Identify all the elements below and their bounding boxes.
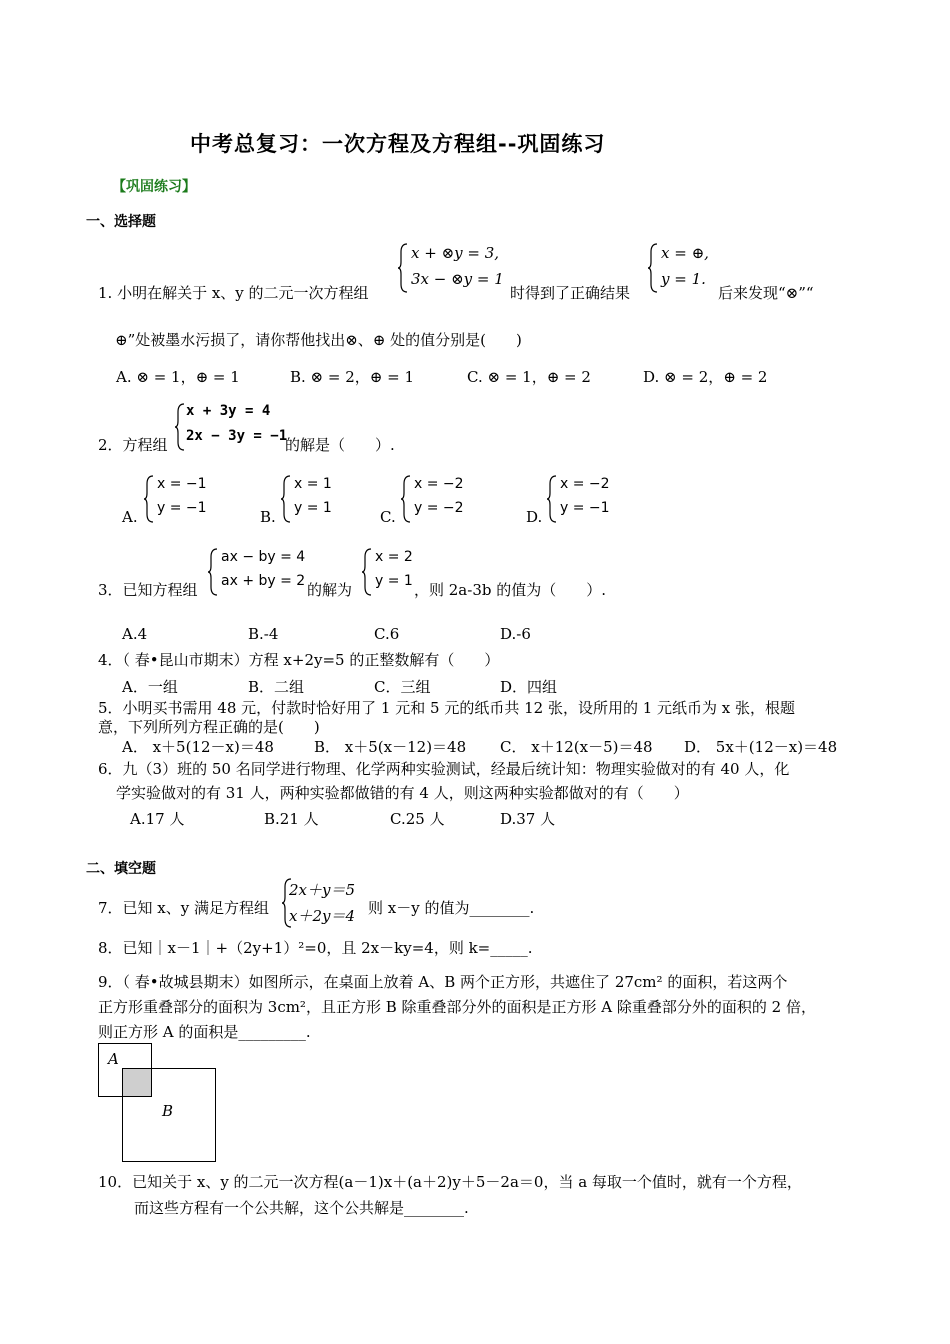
q7-post: 则 x－y 的值为________. bbox=[368, 899, 535, 917]
q1-option-d: D. ⊗ = 2，⊕ = 2 bbox=[643, 368, 768, 386]
q2-option-a-label: A. bbox=[122, 508, 138, 526]
q3-pre: 3．已知方程组 bbox=[98, 581, 198, 599]
section-tag: 【巩固练习】 bbox=[112, 179, 196, 195]
q5-line-1: 5．小明买书需用 48 元，付款时恰好用了 1 元和 5 元的纸币共 12 张，设所用的 1 元纸币为 x 张，根题 bbox=[98, 699, 796, 717]
q3-system-b-line-2: y = 1 bbox=[375, 573, 413, 589]
q1-option-b: B. ⊗ = 2，⊕ = 1 bbox=[290, 368, 414, 386]
q2-option-a-system bbox=[143, 474, 213, 524]
fill-blank-heading: 二、填空题 bbox=[86, 861, 156, 877]
q6-option-b: B.21 人 bbox=[264, 810, 319, 828]
square-b-label: B bbox=[162, 1102, 174, 1120]
q2-option-d-line-1: x = −2 bbox=[560, 476, 610, 492]
q2-option-c-system bbox=[400, 474, 470, 524]
q5-option-b: B． x＋5(x－12)＝48 bbox=[314, 738, 467, 756]
q2-post: 的解是（ ）. bbox=[285, 436, 395, 454]
q4-option-a: A．一组 bbox=[122, 678, 178, 696]
q5-option-a: A． x＋5(12－x)＝48 bbox=[122, 738, 274, 756]
q2-option-c-line-1: x = −2 bbox=[414, 476, 464, 492]
q4-option-b: B．二组 bbox=[248, 678, 305, 696]
q6-line-2: 学实验做对的有 31 人，两种实验都做错的有 4 人，则这两种实验都做对的有（ ） bbox=[116, 784, 689, 802]
q2-option-b-line-1: x = 1 bbox=[294, 476, 332, 492]
q9-line-1: 9．（ 春•故城县期末）如图所示，在桌面上放着 A、B 两个正方形，共遮住了 27cm² 的面积，若这两个 bbox=[98, 973, 788, 991]
q2-option-b-line-2: y = 1 bbox=[294, 500, 332, 516]
q1-post: 后来发现“⊗”“ bbox=[718, 284, 814, 302]
left-brace-icon bbox=[143, 474, 155, 524]
q3-system-a-line-2: ax + by = 2 bbox=[221, 573, 306, 589]
q7-system bbox=[281, 877, 361, 929]
q3-option-d: D.-6 bbox=[500, 625, 531, 643]
q2-option-d-system bbox=[546, 474, 616, 524]
q6-option-c: C.25 人 bbox=[390, 810, 445, 828]
q3-option-b: B.-4 bbox=[248, 625, 279, 643]
q2-system bbox=[174, 402, 288, 452]
q1-mid: 时得到了正确结果 bbox=[510, 284, 631, 302]
q5-line-2: 意，下列所列方程正确的是( ) bbox=[98, 718, 320, 736]
q2-option-b-label: B. bbox=[260, 508, 276, 526]
q1-system-a-line-2: 3x − ⊗y = 1 bbox=[411, 270, 504, 288]
q3-option-c: C.6 bbox=[374, 625, 400, 643]
q2-option-d-line-2: y = −1 bbox=[560, 500, 610, 516]
q1-system-a-line-1: x + ⊗y = 3, bbox=[411, 244, 500, 262]
left-brace-icon bbox=[397, 242, 409, 294]
q2-option-c-label: C. bbox=[380, 508, 396, 526]
q1-system-b-line-2: y = 1. bbox=[661, 270, 706, 288]
q1-option-c: C. ⊗ = 1，⊕ = 2 bbox=[467, 368, 591, 386]
q10-line-1: 10．已知关于 x、y 的二元一次方程(a－1)x＋(a＋2)y＋5－2a＝0，当 a 每取一个值时，就有一个方程， bbox=[98, 1173, 802, 1191]
q1-pre: 1. 小明在解关于 x、y 的二元一次方程组 bbox=[98, 284, 369, 302]
q3-post: ，则 2a-3b 的值为（ ）. bbox=[414, 581, 607, 599]
q1-system-b-line-1: x = ⊕, bbox=[661, 244, 709, 262]
q4-option-d: D．四组 bbox=[500, 678, 558, 696]
q1-option-a: A. ⊗ = 1，⊕ = 1 bbox=[116, 368, 240, 386]
q3-system-a-line-1: ax − by = 4 bbox=[221, 549, 306, 565]
q1-system-a bbox=[397, 242, 507, 294]
q2-system-line-1: x + 3y = 4 bbox=[186, 403, 271, 419]
q5-option-d: D． 5x＋(12－x)＝48 bbox=[684, 738, 838, 756]
choice-heading: 一、选择题 bbox=[86, 214, 156, 230]
q6-option-a: A.17 人 bbox=[130, 810, 185, 828]
q7-pre: 7．已知 x、y 满足方程组 bbox=[98, 899, 270, 917]
q4-text: 4．（ 春•昆山市期末）方程 x+2y=5 的正整数解有（ ） bbox=[98, 651, 500, 669]
q2-option-a-line-1: x = −1 bbox=[157, 476, 207, 492]
left-brace-icon bbox=[400, 474, 412, 524]
q3-system-a bbox=[207, 547, 317, 597]
q3-system-b-line-1: x = 2 bbox=[375, 549, 413, 565]
q7-system-line-1: 2x＋y＝5 bbox=[289, 881, 356, 899]
q6-option-d: D.37 人 bbox=[500, 810, 556, 828]
overlap-region bbox=[122, 1068, 152, 1097]
q1-system-b bbox=[647, 242, 717, 294]
q2-system-line-2: 2x − 3y = −1 bbox=[186, 428, 288, 444]
q2-option-d-label: D. bbox=[526, 508, 543, 526]
left-brace-icon bbox=[174, 402, 186, 452]
q1-line-2: ⊕”处被墨水污损了，请你帮他找出⊗、⊕ 处的值分别是( ) bbox=[115, 331, 522, 349]
q9-line-2: 正方形重叠部分的面积为 3cm²，且正方形 B 除重叠部分外的面积是正方形 A 除重叠部分外的面积的 2 倍， bbox=[98, 998, 816, 1016]
q8-text: 8．已知｜x－1｜+（2y+1）²=0，且 2x－ky=4，则 k=_____. bbox=[98, 939, 533, 957]
left-brace-icon bbox=[546, 474, 558, 524]
q3-option-a: A.4 bbox=[122, 625, 148, 643]
q5-option-c: C． x＋12(x－5)＝48 bbox=[500, 738, 653, 756]
q2-option-a-line-2: y = −1 bbox=[157, 500, 207, 516]
q10-line-2: 而这些方程有一个公共解，这个公共解是________. bbox=[134, 1199, 469, 1217]
q2-option-c-line-2: y = −2 bbox=[414, 500, 464, 516]
page-title: 中考总复习：一次方程及方程组--巩固练习 bbox=[190, 132, 606, 156]
left-brace-icon bbox=[207, 547, 219, 597]
q4-option-c: C．三组 bbox=[374, 678, 431, 696]
q3-system-b bbox=[361, 547, 421, 597]
q7-system-line-2: x＋2y＝4 bbox=[289, 907, 356, 925]
q2-pre: 2．方程组 bbox=[98, 436, 168, 454]
q3-mid: 的解为 bbox=[307, 581, 353, 599]
left-brace-icon bbox=[361, 547, 373, 597]
square-a-label: A bbox=[108, 1050, 119, 1068]
left-brace-icon bbox=[280, 474, 292, 524]
q2-option-b-system bbox=[280, 474, 350, 524]
q9-line-3: 则正方形 A 的面积是_________. bbox=[98, 1023, 311, 1041]
left-brace-icon bbox=[647, 242, 659, 294]
q6-line-1: 6．九（3）班的 50 名同学进行物理、化学两种实验测试，经最后统计知：物理实验做对的有 40 人，化 bbox=[98, 760, 790, 778]
